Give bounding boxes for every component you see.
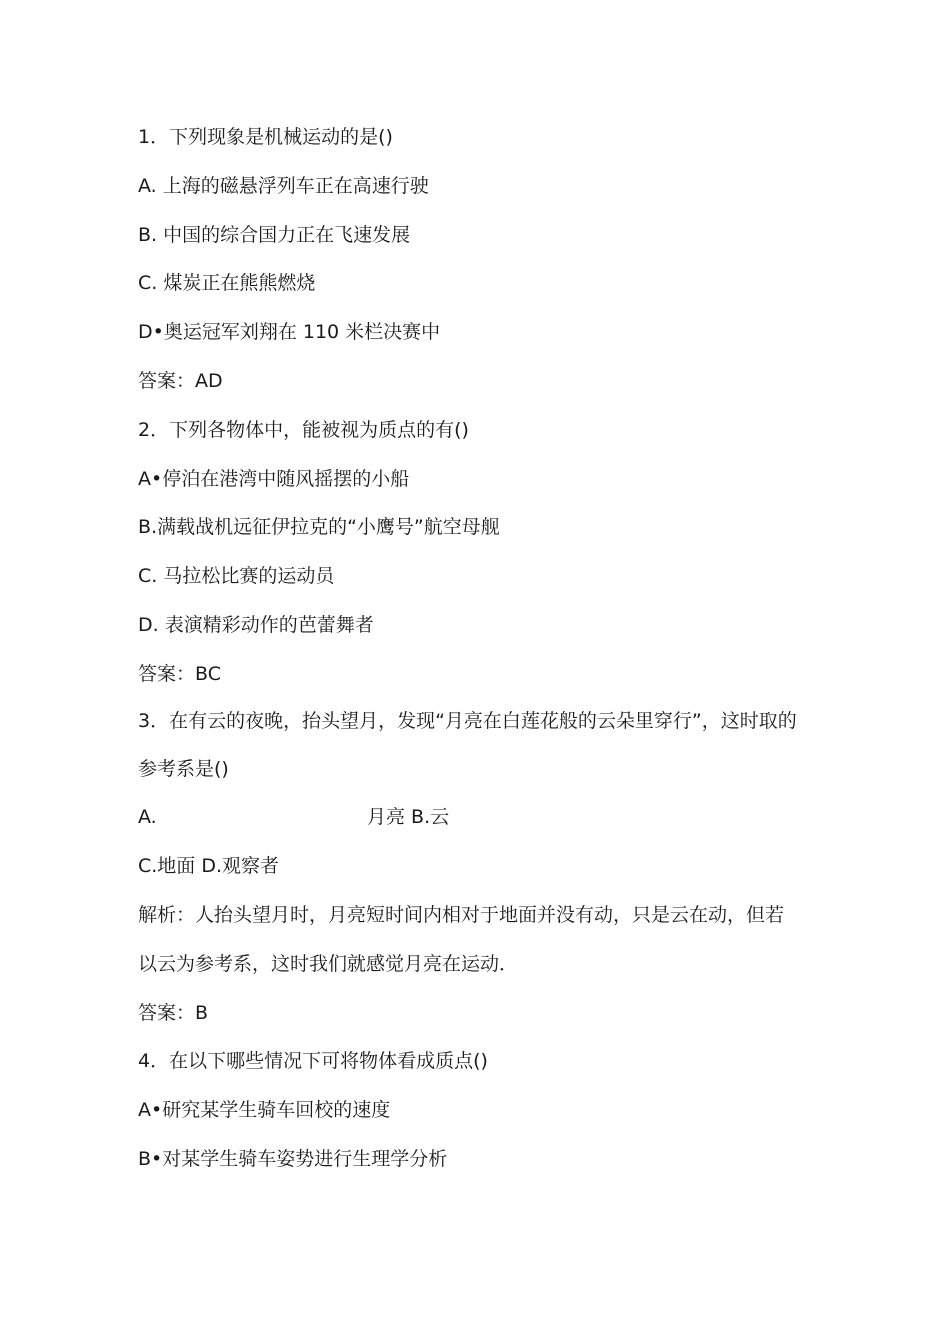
question-1-option-c: C. 煤炭正在熊熊燃烧	[138, 272, 316, 295]
question-3-stem: 3．在有云的夜晚，抬头望月，发现“月亮在白莲花般的云朵里穿行”，这时取的	[138, 709, 797, 732]
question-2-option-d: D. 表演精彩动作的芭蕾舞者	[138, 613, 374, 636]
question-4-stem: 4．在以下哪些情况下可将物体看成质点()	[138, 1050, 488, 1073]
question-4-option-b: B•对某学生骑车姿势进行生理学分析	[138, 1147, 448, 1170]
question-2-option-a: A•停泊在港湾中随风摇摆的小船	[138, 467, 410, 490]
document-page	[138, 122, 818, 1193]
question-2-option-c: C. 马拉松比赛的运动员	[138, 565, 335, 588]
question-1-option-b: B. 中国的综合国力正在飞速发展	[138, 223, 411, 246]
question-3-stem-continued: 参考系是()	[138, 757, 229, 780]
question-2-answer: 答案：BC	[138, 662, 221, 685]
question-3-options-cd: C.地面 D.观察者	[138, 855, 280, 878]
question-3-option-a-b: 月亮 B.云	[367, 806, 450, 829]
question-3-analysis-continued: 以云为参考系，这时我们就感觉月亮在运动．	[138, 952, 519, 975]
question-2-stem: 2．下列各物体中，能被视为质点的有()	[138, 418, 469, 441]
question-1-option-d: D•奥运冠军刘翔在 110 米栏决赛中	[138, 321, 441, 344]
question-1-answer: 答案：AD	[138, 369, 223, 392]
question-3-answer: 答案：B	[138, 1001, 209, 1024]
question-3-option-a-label: A.	[138, 806, 157, 829]
question-1-option-a: A. 上海的磁悬浮列车正在高速行驶	[138, 174, 429, 197]
question-3-analysis: 解析：人抬头望月时，月亮短时间内相对于地面并没有动，只是云在动，但若	[138, 903, 785, 926]
question-3-options-ab	[138, 802, 818, 832]
question-4-option-a: A•研究某学生骑车回校的速度	[138, 1099, 391, 1122]
question-2-option-b: B.满载战机远征伊拉克的“小鹰号”航空母舰	[138, 516, 500, 539]
question-1-stem: 1．下列现象是机械运动的是()	[138, 126, 393, 148]
